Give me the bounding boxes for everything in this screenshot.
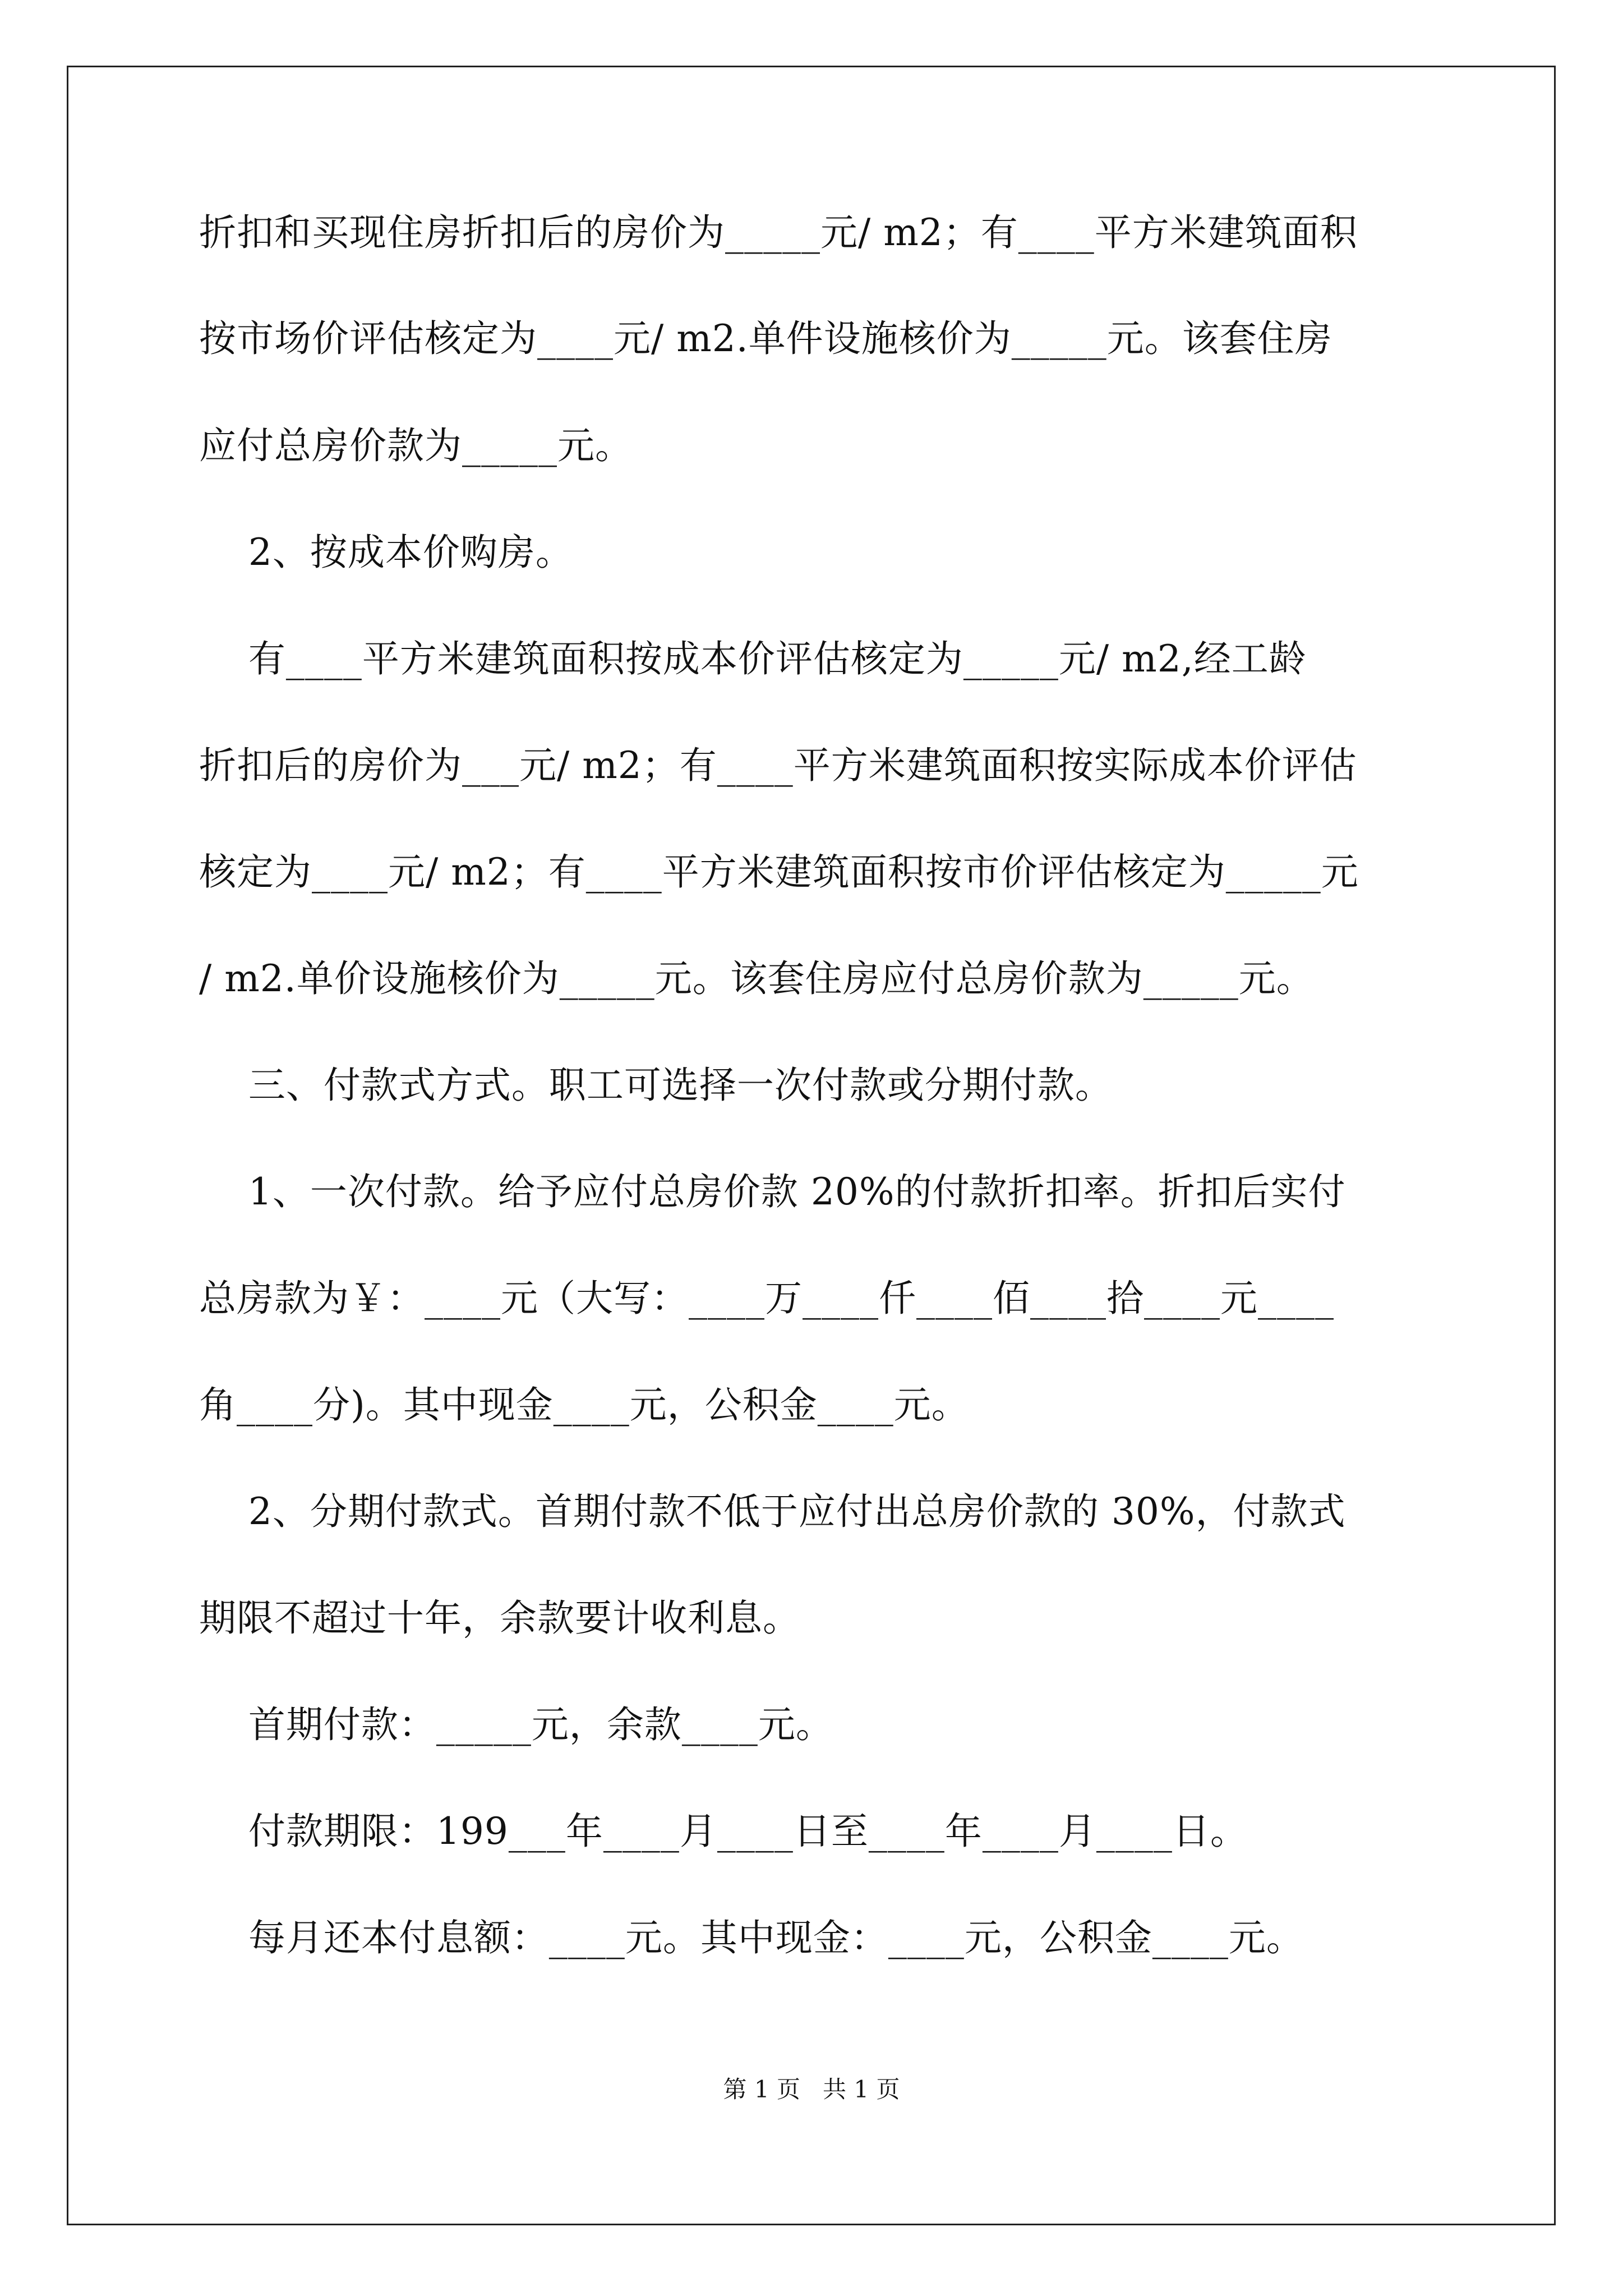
text-line: 应付总房价款为_____元。 bbox=[199, 424, 633, 467]
text-line: 角____分)。其中现金____元，公积金____元。 bbox=[199, 1383, 969, 1427]
text-line: 三、付款式方式。职工可选择一次付款或分期付款。 bbox=[199, 1064, 1113, 1107]
page-footer: 第 1 页 共 1 页 bbox=[723, 2076, 900, 2103]
text-line: 按市场价评估核定为____元/ m2.单件设施核价为_____元。该套住房 bbox=[199, 317, 1332, 360]
text-line: / m2.单价设施核价为_____元。该套住房应付总房价款为_____元。 bbox=[199, 957, 1314, 1000]
page-frame bbox=[67, 66, 1556, 2225]
text-line: 核定为____元/ m2；有____平方米建筑面积按市价评估核定为_____元 bbox=[199, 850, 1359, 894]
text-line: 每月还本付息额：____元。其中现金：____元，公积金____元。 bbox=[199, 1916, 1304, 1959]
text-line: 折扣和买现住房折扣后的房价为_____元/ m2；有____平方米建筑面积 bbox=[199, 211, 1358, 254]
text-line: 期限不超过十年，余款要计收利息。 bbox=[199, 1596, 800, 1640]
text-line: 有____平方米建筑面积按成本价评估核定为_____元/ m2,经工龄 bbox=[199, 637, 1307, 680]
text-line: 2、分期付款式。首期付款不低于应付出总房价款的 30%，付款式 bbox=[199, 1490, 1346, 1533]
text-line: 折扣后的房价为___元/ m2；有____平方米建筑面积按实际成本价评估 bbox=[199, 744, 1357, 787]
text-line: 2、按成本价购房。 bbox=[199, 531, 573, 574]
text-line: 付款期限：199___年____月____日至____年____月____日。 bbox=[199, 1810, 1248, 1853]
text-line: 1、一次付款。给予应付总房价款 20%的付款折扣率。折扣后实付 bbox=[199, 1170, 1346, 1213]
text-line: 首期付款：_____元，余款____元。 bbox=[199, 1703, 833, 1746]
text-line: 总房款为￥：____元（大写：____万____仟____佰____拾____元____ bbox=[199, 1277, 1334, 1320]
